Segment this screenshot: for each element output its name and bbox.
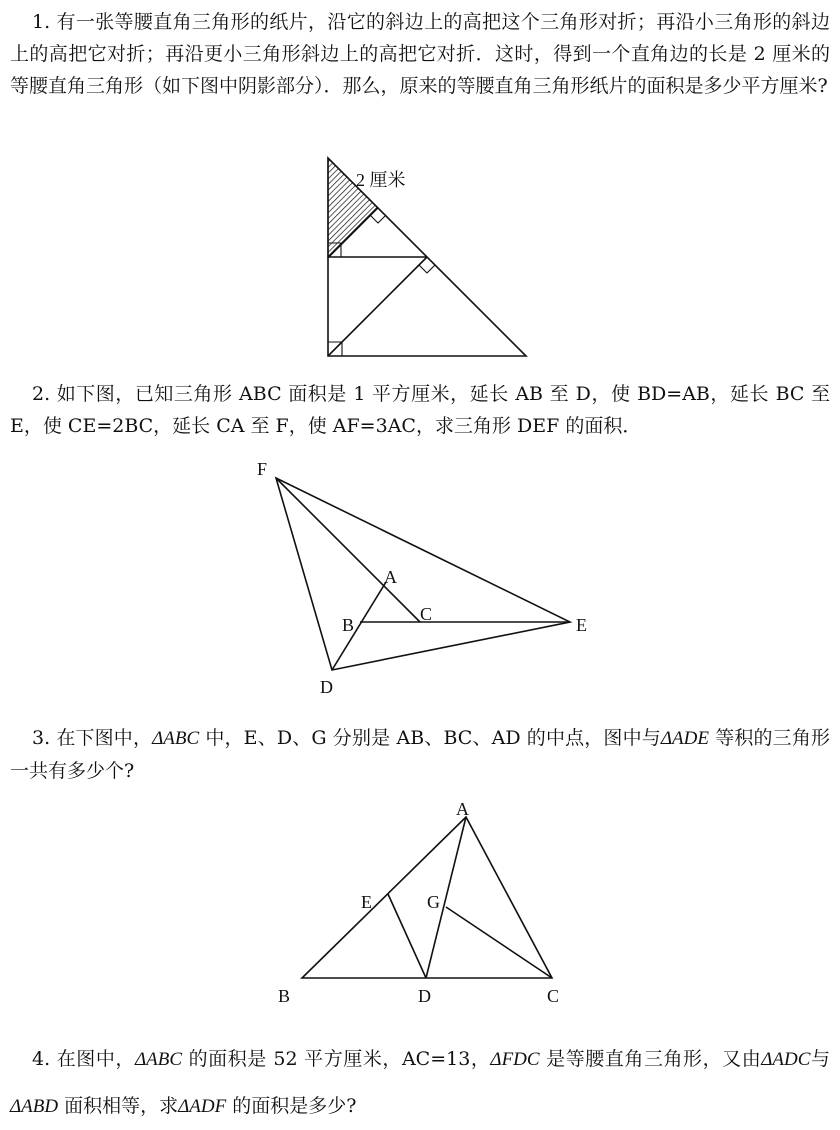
problem-4-conj: 与 [810,1048,830,1070]
label-a: A [456,799,469,819]
problem-2-statement: 2. 如下图，已知三角形 ABC 面积是 1 平方厘米，延长 AB 至 D，使 BD=AB，延长 BC 至 E，使 CE=2BC，延长 CA 至 F，使 AF=3AC，求三角形 DEF 的面积． [10,383,830,437]
triangle-def [276,478,570,670]
triangle-fdc-symbol: ΔFDC [490,1049,540,1070]
triangle-adc-symbol: ΔADC [761,1049,811,1070]
label-d: D [320,677,333,697]
label-f: F [257,459,268,479]
length-label: 2 厘米 [356,170,406,190]
label-e: E [576,615,587,635]
triangle-abd-symbol: ΔABD [10,1096,59,1117]
problem-4-body: 是等腰直角三角形，又由 [539,1048,762,1070]
label-c: C [420,604,433,624]
problem-3-intro: 3. 在下图中， [32,727,153,749]
label-e: E [361,892,372,912]
figure-2-triangle-def [0,450,840,700]
label-b: B [342,615,355,635]
problem-4-question: 的面积是多少? [226,1095,357,1117]
label-g: G [427,892,440,912]
segment-ed [388,894,426,978]
right-angle-mark [370,215,386,223]
problem-3-body: 中，E、D、G 分别是 AB、BC、AD 的中点，图中与 [199,727,661,749]
triangle-adf-symbol: ΔADF [178,1096,227,1117]
problem-4-body-2: 面积相等，求 [58,1095,179,1117]
fold-line-1 [328,257,427,356]
label-a: A [384,567,397,587]
problem-3-question: 等积的三角形一共有多少个? [10,727,830,782]
problem-4-text [10,1036,830,1130]
label-d: D [418,986,431,1006]
problem-4-area: 的面积是 52 平方厘米，AC=13， [182,1048,491,1070]
figure-3-triangle-abc [0,795,840,1010]
triangle-abc-symbol: ΔABC [152,728,200,749]
problem-1-text [10,6,830,102]
segment-gc [446,907,552,978]
triangle-abc-symbol: ΔABC [134,1049,182,1070]
segment-da [332,582,386,670]
problem-3-text [10,722,830,787]
problem-4-intro: 4. 在图中， [32,1048,135,1070]
right-angle-mark [419,265,435,273]
problem-1-statement: 1. 有一张等腰直角三角形的纸片，沿它的斜边上的高把这个三角形对折；再沿小三角形的斜边上的高把它对折；再沿更小三角形斜边上的高把它对折．这时，得到一个直角边的长是 2 厘米的等腰直角三角形（如下图中阴影部分）．那么，原来的等腰直角三角形纸片的面积是多少平方厘米? [10,11,830,97]
label-c: C [547,986,560,1006]
label-b: B [278,986,291,1006]
problem-2-text [10,378,830,442]
figure-1-folded-triangle [0,150,840,365]
triangle-ade-symbol: ΔADE [660,728,709,749]
